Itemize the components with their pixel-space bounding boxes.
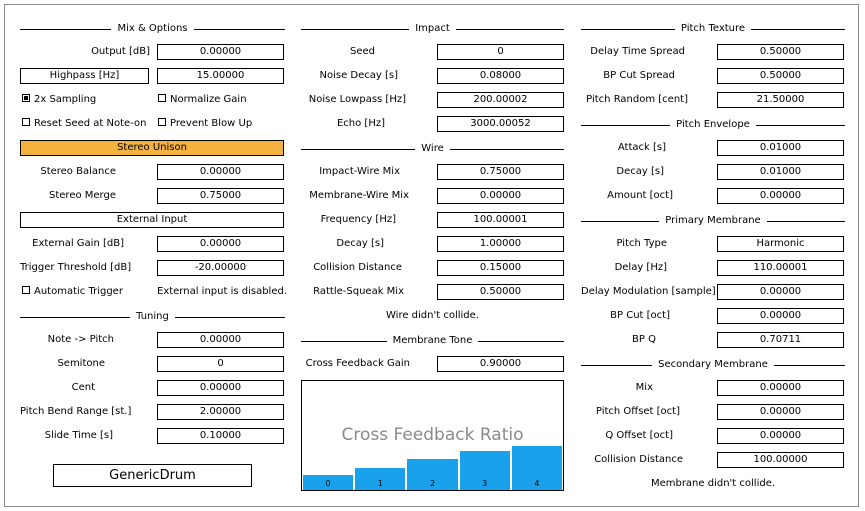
reset-seed-checkbox[interactable]: [22, 116, 146, 132]
envelope-decay-field[interactable]: 0.01000: [717, 164, 844, 180]
secondary-mix-field[interactable]: 0.00000: [717, 380, 844, 396]
delay-modulation-label: Delay Modulation [sample]: [581, 286, 716, 297]
stereo-merge-label: Stereo Merge: [49, 190, 116, 201]
stereo-merge-field[interactable]: 0.75000: [157, 188, 284, 204]
section-tuning: [20, 310, 285, 324]
amount-field[interactable]: 0.00000: [717, 188, 844, 204]
cross-feedback-gain-label: Cross Feedback Gain: [305, 358, 410, 369]
impact-wire-mix-field[interactable]: 0.75000: [437, 164, 564, 180]
pitch-offset-field[interactable]: 0.00000: [717, 404, 844, 420]
membrane-wire-mix-label: Membrane-Wire Mix: [309, 190, 409, 201]
checkbox-label: Automatic Trigger: [34, 286, 123, 297]
semitone-field[interactable]: 0: [157, 356, 284, 372]
section-title: Impact: [409, 23, 456, 34]
section-title: Pitch Texture: [675, 23, 751, 34]
output-field[interactable]: 0.00000: [157, 44, 284, 60]
noise-lowpass-label: Noise Lowpass [Hz]: [308, 94, 406, 105]
section-impact: [301, 22, 564, 36]
impact-wire-mix-label: Impact-Wire Mix: [319, 166, 400, 177]
bp-cut-field[interactable]: 0.00000: [717, 308, 844, 324]
delay-modulation-field[interactable]: 0.00000: [717, 284, 844, 300]
pitch-bend-label: Pitch Bend Range [st.]: [20, 406, 132, 417]
cent-label: Cent: [71, 382, 95, 393]
checkbox-checked-icon: [22, 94, 30, 102]
bp-cut-spread-field[interactable]: 0.50000: [717, 68, 844, 84]
checkbox-label: Prevent Blow Up: [170, 118, 253, 129]
note-pitch-field[interactable]: 0.00000: [157, 332, 284, 348]
section-pitch-envelope: [581, 118, 845, 132]
echo-label: Echo [Hz]: [336, 118, 385, 129]
delay-hz-label: Delay [Hz]: [614, 262, 667, 273]
external-input-button[interactable]: External Input: [20, 212, 284, 228]
section-primary-membrane: [581, 214, 845, 228]
trigger-threshold-label: Trigger Threshold [dB]: [20, 262, 132, 273]
external-gain-label: External Gain [dB]: [32, 238, 124, 249]
stereo-unison-button[interactable]: Stereo Unison: [20, 140, 284, 156]
section-title: Tuning: [130, 311, 175, 322]
q-offset-label: Q Offset [oct]: [605, 430, 673, 441]
attack-label: Attack [s]: [617, 142, 666, 153]
bp-q-field[interactable]: 0.70711: [717, 332, 844, 348]
checkbox-label: Normalize Gain: [170, 94, 247, 105]
stereo-balance-field[interactable]: 0.00000: [157, 164, 284, 180]
cent-field[interactable]: 0.00000: [157, 380, 284, 396]
checkbox-icon: [22, 286, 30, 294]
section-membrane-tone: [301, 334, 564, 348]
chart-bar-label: 3: [482, 479, 488, 488]
stereo-balance-label: Stereo Balance: [40, 166, 116, 177]
chart-title: Cross Feedback Ratio: [341, 425, 524, 445]
frequency-field[interactable]: 100.00001: [437, 212, 564, 228]
two-x-sampling-checkbox[interactable]: [22, 92, 96, 108]
pitch-random-label: Pitch Random [cent]: [586, 94, 688, 105]
checkbox-label: Reset Seed at Note-on: [34, 118, 147, 129]
membrane-wire-mix-field[interactable]: 0.00000: [437, 188, 564, 204]
external-gain-field[interactable]: 0.00000: [157, 236, 284, 252]
section-title: Mix & Options: [111, 23, 193, 34]
secondary-collision-field[interactable]: 100.00000: [717, 452, 844, 468]
q-offset-field[interactable]: 0.00000: [717, 428, 844, 444]
cross-feedback-gain-field[interactable]: 0.90000: [437, 356, 564, 372]
chart-bar-label: 1: [377, 479, 383, 488]
pitch-type-dropdown[interactable]: Harmonic: [717, 236, 844, 252]
preset-name-button[interactable]: GenericDrum: [53, 464, 252, 487]
output-label: Output [dB]: [91, 46, 150, 57]
slide-time-field[interactable]: 0.10000: [157, 428, 284, 444]
bp-cut-spread-label: BP Cut Spread: [603, 70, 675, 81]
noise-decay-label: Noise Decay [s]: [319, 70, 398, 81]
note-pitch-label: Note -> Pitch: [47, 334, 114, 345]
wire-status: Wire didn't collide.: [386, 310, 479, 321]
seed-field[interactable]: 0: [437, 44, 564, 60]
delay-hz-field[interactable]: 110.00001: [717, 260, 844, 276]
wire-decay-label: Decay [s]: [336, 238, 384, 249]
envelope-decay-label: Decay [s]: [616, 166, 664, 177]
section-mix-options: [20, 22, 285, 36]
pitch-random-field[interactable]: 21.50000: [717, 92, 844, 108]
section-title: Secondary Membrane: [652, 359, 774, 370]
rattle-squeak-field[interactable]: 0.50000: [437, 284, 564, 300]
noise-lowpass-field[interactable]: 200.00002: [437, 92, 564, 108]
bp-cut-label: BP Cut [oct]: [610, 310, 670, 321]
section-title: Pitch Envelope: [670, 119, 756, 130]
bp-q-label: BP Q: [632, 334, 656, 345]
checkbox-icon: [158, 118, 166, 126]
pitch-bend-field[interactable]: 2.00000: [157, 404, 284, 420]
wire-decay-field[interactable]: 1.00000: [437, 236, 564, 252]
delay-time-spread-field[interactable]: 0.50000: [717, 44, 844, 60]
chart-bar-label: 4: [534, 479, 540, 488]
slide-time-label: Slide Time [s]: [44, 430, 113, 441]
trigger-threshold-field[interactable]: -20.00000: [157, 260, 284, 276]
delay-time-spread-label: Delay Time Spread: [590, 46, 685, 57]
checkbox-label: 2x Sampling: [34, 94, 97, 105]
amount-label: Amount [oct]: [607, 190, 673, 201]
attack-field[interactable]: 0.01000: [717, 140, 844, 156]
pitch-type-label: Pitch Type: [616, 238, 667, 249]
section-title: Primary Membrane: [659, 215, 766, 226]
semitone-label: Semitone: [57, 358, 105, 369]
frequency-label: Frequency [Hz]: [320, 214, 396, 225]
pitch-offset-label: Pitch Offset [oct]: [595, 406, 680, 417]
rattle-squeak-label: Rattle-Squeak Mix: [313, 286, 404, 297]
checkbox-icon: [158, 94, 166, 102]
cross-feedback-ratio-chart[interactable]: [301, 380, 564, 491]
normalize-gain-checkbox[interactable]: [158, 92, 247, 108]
section-pitch-texture: [581, 22, 845, 36]
echo-field[interactable]: 3000.00052: [437, 116, 564, 132]
checkbox-icon: [22, 118, 30, 126]
section-secondary-membrane: [581, 358, 845, 372]
prevent-blowup-checkbox[interactable]: [158, 116, 252, 132]
secondary-mix-label: Mix: [635, 382, 653, 393]
highpass-button[interactable]: Highpass [Hz]: [20, 68, 149, 84]
section-wire: [301, 142, 564, 156]
secondary-collision-label: Collision Distance: [594, 454, 683, 465]
section-title: Wire: [415, 143, 450, 154]
membrane-status: Membrane didn't collide.: [650, 478, 776, 489]
external-input-status: External input is disabled.: [157, 286, 288, 297]
section-title: Membrane Tone: [387, 335, 479, 346]
noise-decay-field[interactable]: 0.08000: [437, 68, 564, 84]
highpass-field[interactable]: 15.00000: [157, 68, 284, 84]
wire-collision-label: Collision Distance: [313, 262, 402, 273]
chart-bar-label: 2: [429, 479, 436, 488]
chart-bar-label: 0: [325, 479, 331, 488]
seed-label: Seed: [350, 46, 375, 57]
wire-collision-field[interactable]: 0.15000: [437, 260, 564, 276]
automatic-trigger-checkbox[interactable]: [22, 284, 123, 300]
